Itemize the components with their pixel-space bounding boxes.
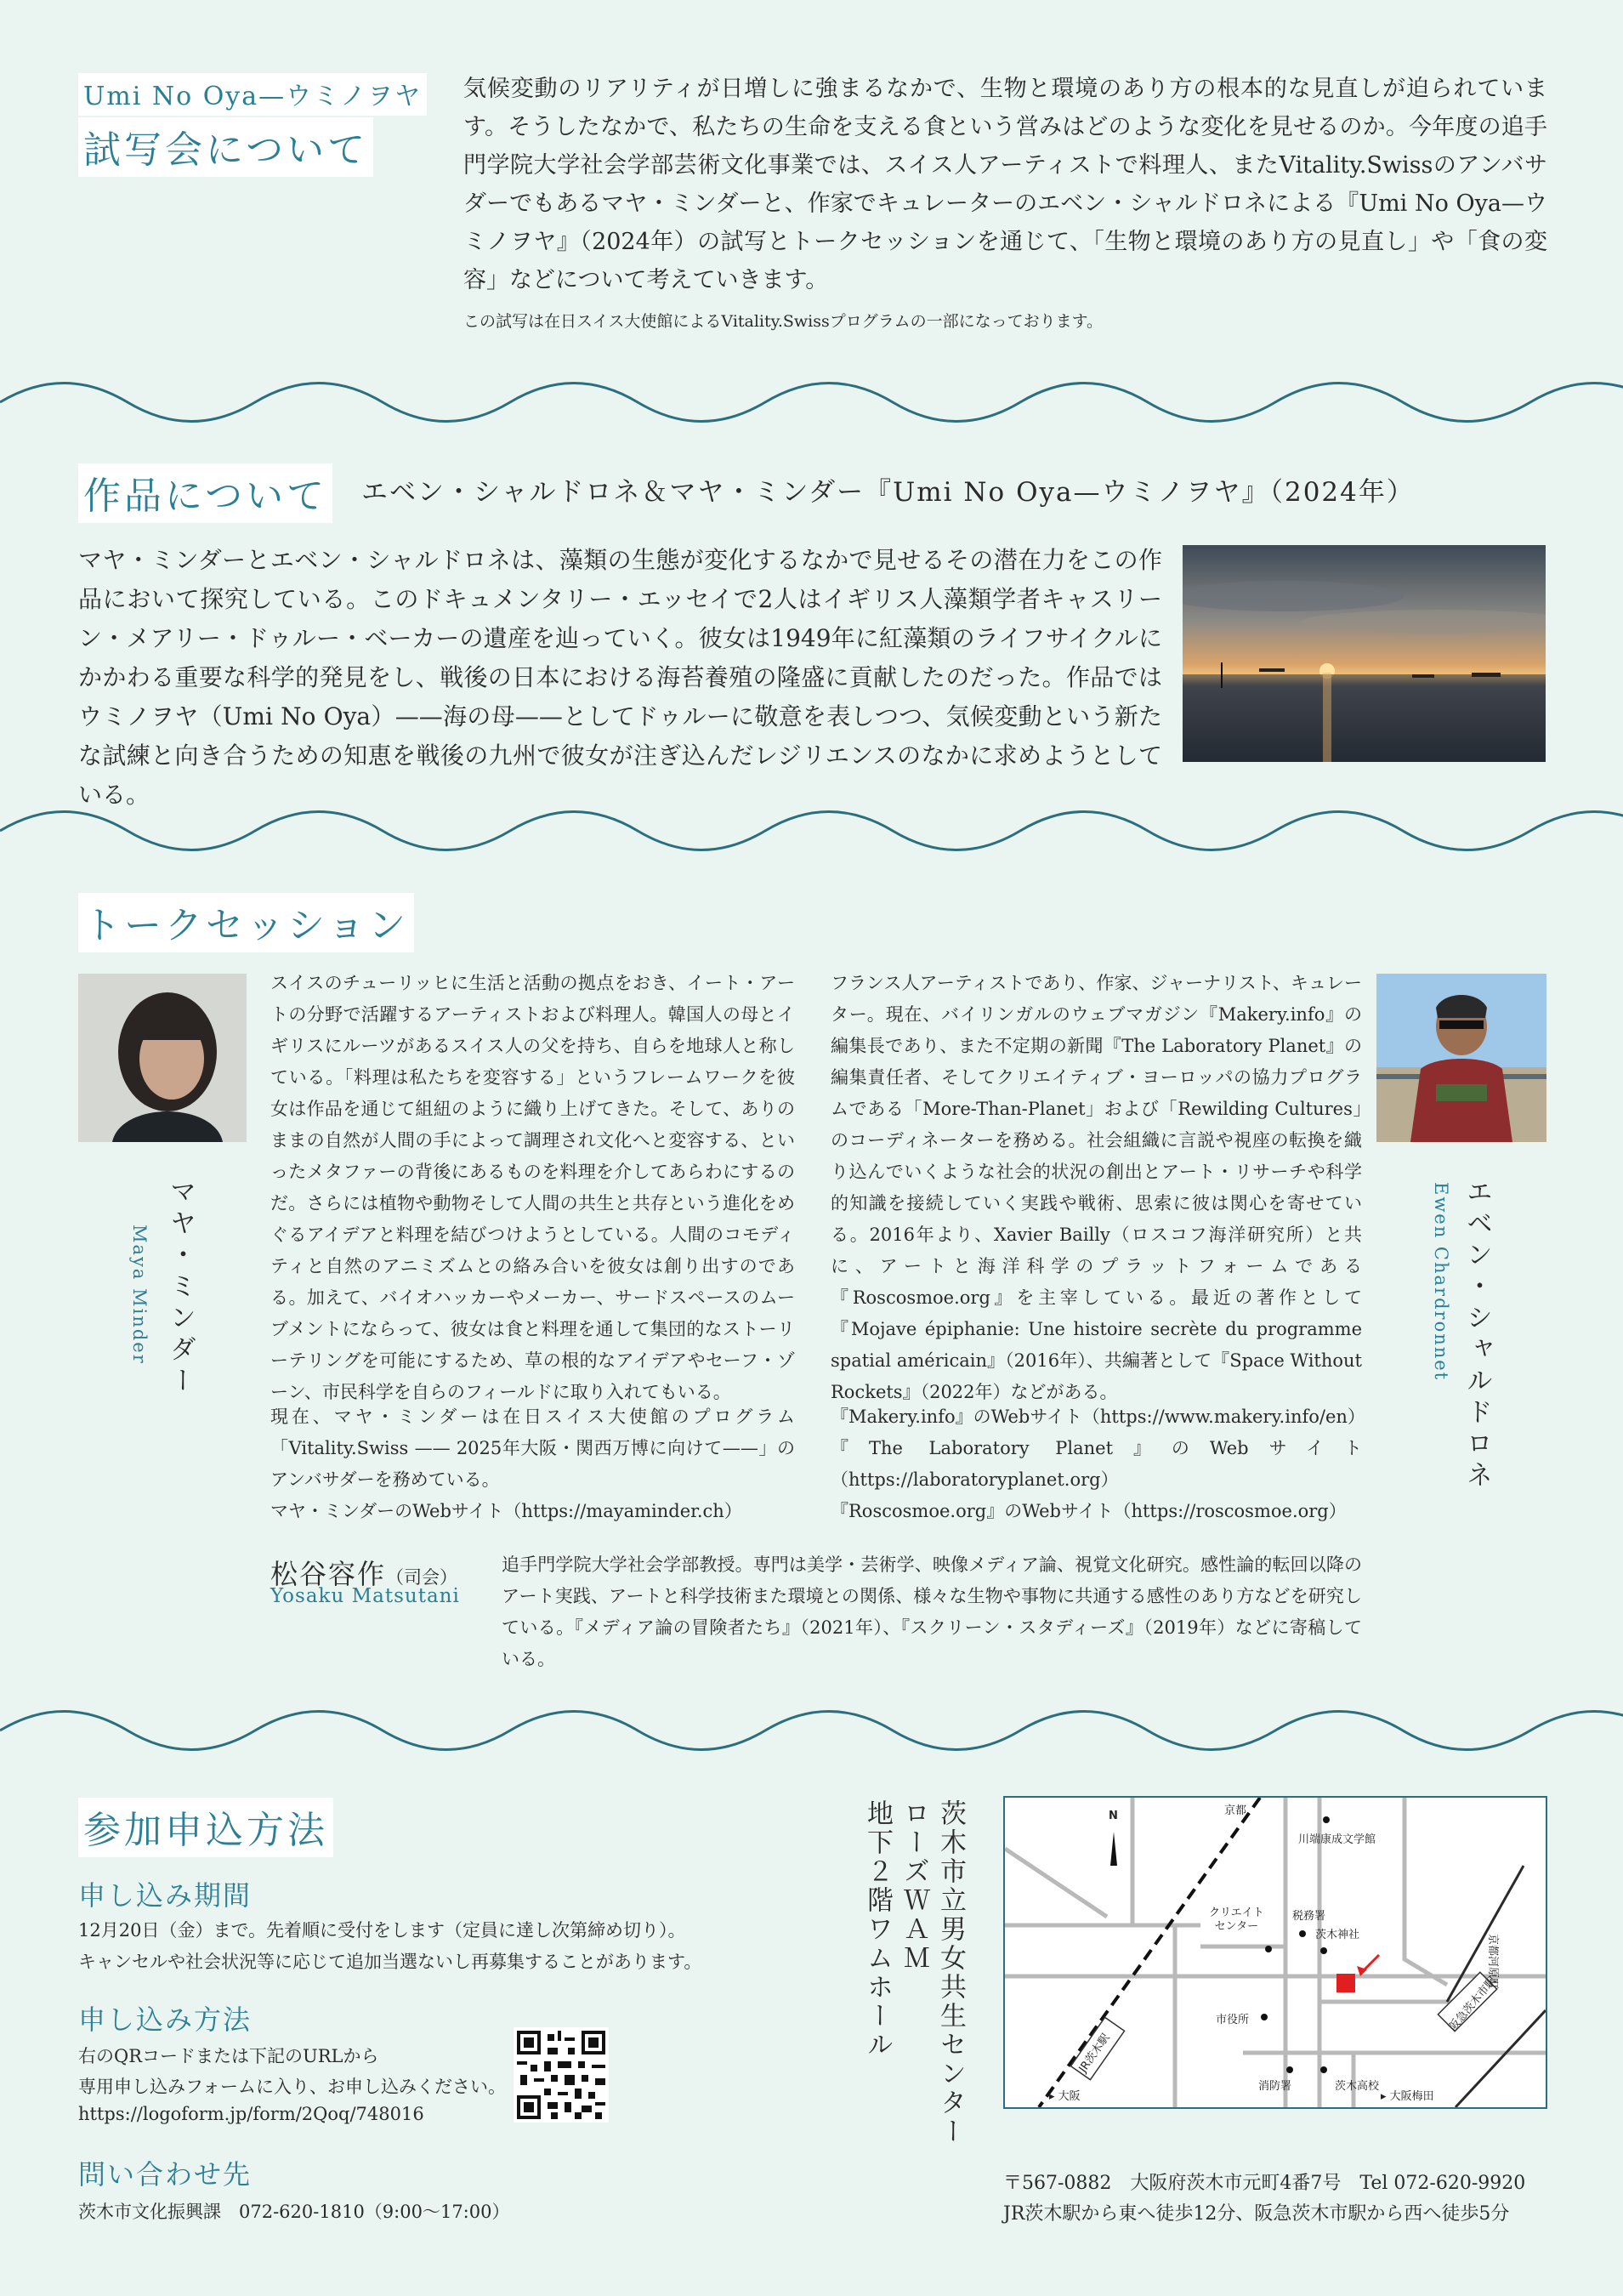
map-shrine-label: 茨木神社 bbox=[1315, 1929, 1360, 1941]
venue-line2: ローズＷＡＭ bbox=[899, 1799, 929, 1973]
map-kyoto-label: 京都 bbox=[1224, 1804, 1247, 1817]
ewen-name-ja: エベン・シャルドロネ bbox=[1461, 1178, 1492, 1492]
map-kawabata-label: 川端康成文学館 bbox=[1298, 1833, 1376, 1846]
venue-access: JR茨木駅から東へ徒歩12分、阪急茨木市駅から西へ徒歩5分 bbox=[1003, 2203, 1510, 2225]
intro-title bbox=[78, 73, 435, 177]
map-fire-station-label: 消防署 bbox=[1258, 2080, 1292, 2093]
contact-line: 茨木市文化振興課 072-620-1810（9:00〜17:00） bbox=[78, 2202, 510, 2222]
maya-photo bbox=[78, 974, 247, 1142]
map-umeda-label: ▸ 大阪梅田 bbox=[1381, 2090, 1434, 2103]
ewen-name-en: Ewen Chardronnet bbox=[1431, 1182, 1451, 1382]
venue-line1: 茨木市立男女共生センター bbox=[935, 1799, 966, 2146]
method-title: 申し込み方法 bbox=[78, 2003, 253, 2036]
ewen-website-roscosmoe: 『Roscosmoe.org』のWebサイト（https://roscosmoe.org） bbox=[831, 1501, 1347, 1521]
ewen-website-makery: 『Makery.info』のWebサイト（https://www.makery.info/en） bbox=[831, 1407, 1365, 1427]
maya-bio-ambassador: 現在、マヤ・ミンダーは在日スイス大使館のプログラム「Vitality.Swiss —— 2025年大阪・関西万博に向けて——」のアンバサダーを務めている。 bbox=[270, 1407, 795, 1490]
ewen-bio: フランス人アーティストであり、作家、ジャーナリスト、キュレーター。現在、バイリンガルのウェブマガジン『Makery.info』の編集長であり、また不定期の新聞『The Laboratory Planet』の編集責任者、そしてクリエイティブ・ヨーロッパの協力プログラムである「More-Than-Planet」および「Rewilding Cultures」のコーディネーターを務める。社会組織に言説や視座の転換を織り込んでいくような社会的状況の創出とアート・リサーチや科学的知識を接続していく実践や戦術、思索に彼は関心を寄せている。2016年より、Xavier Bailly（ロスコフ海洋研究所）と共に、アートと海洋科学のプラットフォームである『Roscosmoe.org』を主宰している。最近の著作として『Mojave épiphanie: Une histoire secrète du programme spatial américain』（2016年）、共編著として『Space Without Rockets』（2022年）などがある。 bbox=[831, 973, 1362, 1402]
period-line2: キャンセルや社会状況等に応じて追加当選ないし再募集することがあります。 bbox=[78, 1952, 702, 1972]
venue-line3: 地下２階ワムホール bbox=[862, 1799, 893, 2060]
map-north-label: N bbox=[1109, 1810, 1118, 1822]
method-line2: 専用申し込みフォームに入り、お申し込みください。 bbox=[78, 2077, 506, 2097]
ewen-photo bbox=[1376, 974, 1546, 1142]
maya-name-en: Maya Minder bbox=[129, 1225, 150, 1365]
intro-body: 気候変動のリアリティが日増しに強まるなかで、生物と環境のあり方の根本的な見直しが迫られています。そうしたなかで、私たちの生命を支える食という営みはどのような変化を見せるのか。今年度の追手門学院大学社会学部芸術文化事業では、スイス人アーティストで料理人、またVitality.Swissのアンバサダーでもあるマヤ・ミンダーと、作家でキュレーターのエベン・シャルドロネによる『Umi No Oya—ウミノヲヤ』（2024年）の試写とトークセッションを通じて、「生物と環境のあり方の見直し」や「食の変容」などについて考えていきます。 bbox=[463, 76, 1547, 293]
moderator-name-en: Yosaku Matsutani bbox=[270, 1585, 460, 1607]
map-jr-station-label: JR茨木駅 bbox=[1076, 2032, 1113, 2076]
map-osaka-label: ▸ 大阪 bbox=[1049, 2090, 1081, 2103]
venue-address: 〒567-0882 大阪府茨木市元町4番7号 Tel 072-620-9920 bbox=[1003, 2173, 1526, 2194]
intro-note: この試写は在日スイス大使館によるVitality.Swissプログラムの一部になっております。 bbox=[463, 312, 1104, 331]
moderator-role: （司会） bbox=[386, 1567, 458, 1588]
work-title: 作品について bbox=[78, 463, 332, 523]
work-subtitle: エベン・シャルドロネ＆マヤ・ミンダー『Umi No Oya—ウミノヲヤ』（2024年） bbox=[361, 477, 1415, 508]
wave-divider-3 bbox=[0, 1701, 1623, 1760]
method-line1: 右のQRコードまたは下記のURLから bbox=[78, 2046, 379, 2066]
period-title: 申し込み期間 bbox=[78, 1879, 253, 1912]
wave-divider-1 bbox=[0, 372, 1623, 432]
apply-title: 参加申込方法 bbox=[78, 1798, 333, 1857]
intro-title-line1: Umi No Oya—ウミノヲヤ bbox=[78, 73, 427, 116]
work-photo-sunset bbox=[1183, 545, 1546, 762]
intro-title-line2: 試写会について bbox=[78, 117, 373, 177]
moderator-bio: 追手門学院大学社会学部教授。専門は美学・芸術学、映像メディア論、視覚文化研究。感性論的転回以降のアート実践、アートと科学技術また環境との関係、様々な生物や事物に共通する感性のあり方などを研究している。『メディア論の冒険者たち』（2021年）、『スクリーン・スタディーズ』（2019年）などに寄稿している。 bbox=[502, 1554, 1362, 1669]
venue-marker bbox=[1336, 1974, 1355, 1992]
maya-website: マヤ・ミンダーのWebサイト（https://mayaminder.ch） bbox=[270, 1501, 742, 1521]
moderator-name-ja: 松谷容作 bbox=[270, 1558, 387, 1590]
application-qr-code[interactable] bbox=[514, 2027, 609, 2123]
maya-name-ja: マヤ・ミンダー bbox=[165, 1178, 196, 1398]
contact-title: 問い合わせ先 bbox=[78, 2158, 253, 2191]
work-body: マヤ・ミンダーとエベン・シャルドロネは、藻類の生態が変化するなかで見せるその潜在力をこの作品において探究している。このドキュメンタリー・エッセイで2人はイギリス人藻類学者キャスリーン・メアリー・ドゥルー・ベーカーの遺産を辿っていく。彼女は1949年に紅藻類のライフサイクルにかかわる重要な科学的発見をし、戦後の日本における海苔養殖の隆盛に貢献したのだった。作品ではウミノヲヤ（Umi No Oya）——海の母——としてドゥルーに敬意を表しつつ、気候変動という新たな試練と向き合うための知恵を戦後の九州で彼女が注ぎ込んだレジリエンスのなかに求めようとしている。 bbox=[78, 546, 1162, 809]
method-url[interactable]: https://logoform.jp/form/2Qoq/748016 bbox=[78, 2104, 424, 2124]
map-hankyu-station-label: 阪急茨木市駅 bbox=[1446, 1975, 1500, 2034]
wave-divider-2 bbox=[0, 801, 1623, 861]
map-tax-office-label: 税務署 bbox=[1292, 1910, 1326, 1923]
map-cityhall-label: 市役所 bbox=[1216, 2014, 1250, 2026]
map-kawaramachi-label: 京都河原町 bbox=[1486, 1934, 1499, 1990]
venue-map[interactable] bbox=[1003, 1796, 1547, 2109]
period-line1: 12月20日（金）まで。先着順に受付をします（定員に達し次第締め切り）。 bbox=[78, 1920, 686, 1941]
maya-bio: スイスのチューリッヒに生活と活動の拠点をおき、イート・アートの分野で活躍するアーティストおよび料理人。韓国人の母とイギリスにルーツがあるスイス人の父を持ち、自らを地球人と称している。「料理は私たちを変容する」というフレームワークを彼女は作品を通じて組紐のように織り上げてきた。そして、ありのままの自然が人間の手によって調理され文化へと変容する、といったメタファーの背後にあるものを料理を介してあらわにするのだ。さらには植物や動物そして人間の共生と共存という進化をめぐるアイデアと料理を結びつけようとしている。人間のコモディティと自然のアニミズムとの絡み合いを彼女は創り出すのである。加えて、バイオハッカーやメーカー、サードスペースのムーブメントにならって、彼女は食と料理を通して集団的なストーリーテリングを可能にするため、草の根的なアイデアやセーフ・ゾーン、市民科学を自らのフィールドに取り入れてもいる。 bbox=[270, 973, 795, 1402]
ewen-website-laboratory: 『The Laboratory Planet』のWebサイト（https://laboratoryplanet.org） bbox=[831, 1438, 1362, 1490]
talk-title: トークセッション bbox=[78, 893, 414, 952]
map-creative-center-label: クリエイト センター bbox=[1209, 1907, 1264, 1933]
map-school-label: 茨木高校 bbox=[1335, 2080, 1380, 2093]
